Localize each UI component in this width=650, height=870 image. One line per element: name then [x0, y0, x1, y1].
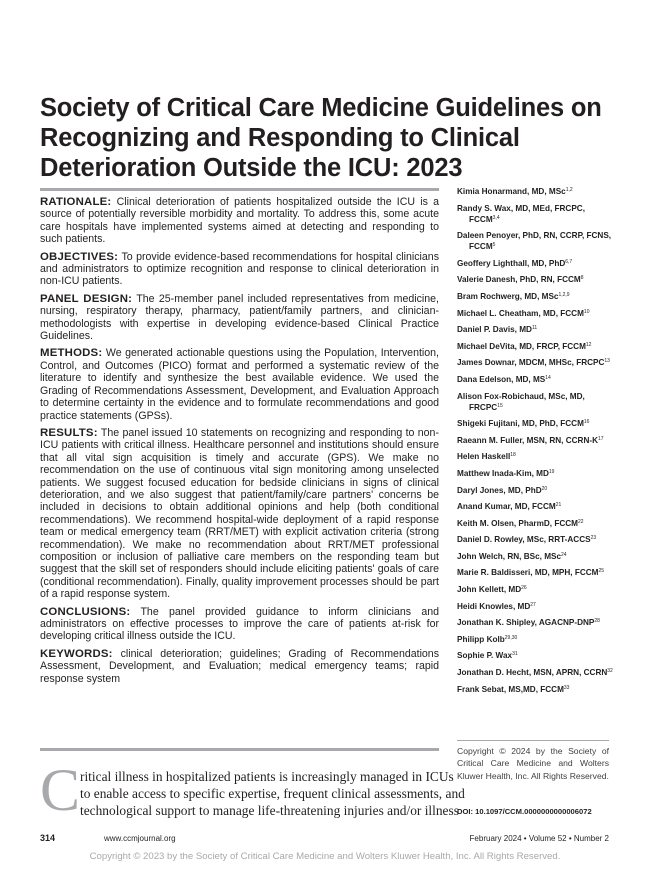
author-name: Frank Sebat, MS,MD, FCCM — [457, 684, 564, 694]
author-entry — [457, 435, 617, 446]
author-name: Geoffery Lighthall, MD, PhD — [457, 258, 566, 268]
author-name: Valerie Danesh, PhD, RN, FCCM — [457, 275, 581, 285]
body-line: ritical illness in hospitalized patients is increasingly managed in ICUs — [80, 769, 454, 784]
author-entry — [457, 468, 617, 479]
author-name: John Kellett, MD — [457, 585, 522, 595]
author-entry — [457, 501, 617, 512]
author-name: Keith M. Olsen, PharmD, FCCM — [457, 518, 579, 528]
footer-copyright: Copyright © 2023 by the Society of Critical Care Medicine and Wolters Kluwer Health, Inc. All Rights Reserved. — [89, 851, 561, 862]
abstract-keywords: KEYWORDS: clinical deterioration; guidelines; Grading of Recommendations Assessment, Development, and Evaluation; medical emergency teams; rapid response system — [40, 647, 440, 685]
author-affiliation: 29,30 — [504, 634, 518, 641]
author-affiliation: 22 — [578, 518, 584, 525]
author-name: Dana Edelson, MD, MS — [457, 374, 546, 384]
body-line: technological support to manage life-threatening injuries and/or illness — [80, 803, 459, 818]
journal-url[interactable]: www.ccmjournal.org — [104, 834, 176, 843]
author-affiliation: 6,7 — [565, 258, 573, 265]
issue-info: February 2024 • Volume 52 • Number 2 — [469, 834, 609, 843]
author-affiliation: 11 — [531, 325, 538, 332]
author-entry — [457, 551, 617, 562]
author-affiliation: 28 — [594, 618, 600, 625]
author-affiliation: 33 — [563, 684, 570, 691]
author-name: Daryl Jones, MD, PhD — [457, 485, 542, 495]
author-name: Daniel P. Davis, MD — [457, 325, 532, 335]
author-entry — [457, 374, 617, 385]
author-entry — [457, 203, 617, 225]
abstract-conclusions: CONCLUSIONS: The panel provided guidance to inform clinicians and administrators on effective processes to improve the care of patients at-risk for developing critical illness outside the ICU. — [40, 605, 439, 643]
author-entry — [457, 341, 617, 352]
author-entry — [457, 308, 617, 319]
author-affiliation: 1,2,9 — [558, 291, 570, 298]
author-name: Heidi Knowles, MD — [457, 601, 531, 611]
author-affiliation: 24 — [561, 551, 567, 558]
author-entry — [457, 230, 617, 252]
abstract-methods: METHODS: We generated actionable questions using the Population, Intervention, Control, and Outcomes (PICO) format and performed a systematic review of the literature to identify and synthesize the best available evidence. We used the Grading of Recommendations Assessment, Development, and Evaluation Approach to determine certainty in the evidence and to formulate recommendations and good practice statements (GPSs). — [40, 347, 439, 422]
abstract-bottom-rule — [40, 748, 439, 751]
author-affiliation: 17 — [598, 435, 604, 442]
abstract-results: RESULTS: The panel issued 10 statements on recognizing and responding to non-ICU patients with critical illness. Healthcare personnel and institutions should ensure that all vital sign acquisition is timely and accurate (GPS). We make no recommendation on the use of continuous vital sign monitoring among unselected patients. We suggest focused education for bedside clinicians in signs of clinical deterioration, and we also suggest that patient/family/care partners' concerns be included in decisions to obtain additional opinions and help (both conditional recommendations). We recommend hospital-wide deployment of a rapid response team or medical emergency team (RRT/MET) with explicit activation criteria (strong recommendation). We make no recommendation about RRT/MET professional composition or inclusion of palliative care members on the responding team but suggest that the skill set of responders should include eliciting patients' goals of care (conditional recommendation). Finally, quality improvement processes should be part of a rapid response system. — [40, 426, 439, 601]
author-entry — [457, 451, 617, 462]
author-affiliation: 8 — [580, 275, 584, 282]
author-entry — [457, 518, 617, 529]
author-entry — [457, 391, 617, 413]
author-affiliation: 21 — [555, 502, 562, 509]
author-entry — [457, 258, 617, 269]
author-affiliation: 14 — [545, 374, 551, 381]
author-entry — [457, 418, 617, 429]
author-affiliation: 10 — [583, 308, 590, 315]
author-name: Alison Fox-Robichaud, MSc, MD, FRCPC — [457, 391, 585, 412]
author-affiliation: 31 — [512, 651, 518, 658]
author-affiliation: 3,4 — [492, 214, 500, 221]
abstract-objectives: OBJECTIVES: To provide evidence-based recommendations for hospital clinicians and administrators to optimize recognition and response to clinical deterioration in non-ICU patients. — [40, 250, 439, 288]
author-entry — [457, 684, 617, 695]
author-entry — [457, 634, 617, 645]
author-name: Helen Haskell — [457, 452, 511, 462]
author-affiliation: 16 — [583, 419, 590, 426]
author-entry — [457, 534, 617, 545]
drop-cap: C — [40, 757, 81, 823]
author-name: James Downar, MDCM, MHSc, FRCPC — [457, 358, 605, 368]
author-name: Marie R. Baldisseri, MD, MPH, FCCM — [457, 568, 599, 578]
article-title: Society of Critical Care Medicine Guidelines on Recognizing and Responding to Clinical Deterioration Outside the ICU: 2023 — [40, 94, 602, 182]
abstract-panel-design: PANEL DESIGN: The 25-member panel included representatives from medicine, nursing, respiratory therapy, pharmacy, patient/family partners, and clinician-methodologists with expertise in developing evidence-based Clinical Practice Guidelines. — [40, 292, 439, 343]
author-name: John Welch, RN, BSc, MSc — [457, 551, 562, 561]
author-name: Bram Rochwerg, MD, MSc — [457, 291, 559, 301]
author-name: Kimia Honarmand, MD, MSc — [457, 187, 566, 196]
author-entry — [457, 274, 617, 285]
abstract-top-rule — [40, 188, 439, 191]
author-entry — [457, 357, 617, 368]
author-name: Raeann M. Fuller, MSN, RN, CCRN-K — [457, 435, 599, 445]
author-entry — [457, 186, 617, 197]
author-affiliation: 20 — [541, 485, 548, 492]
author-affiliation: 32 — [607, 668, 613, 675]
body-line: to enable access to specific expertise, frequent clinical assessments, and — [80, 786, 465, 801]
author-affiliation: 23 — [590, 535, 597, 542]
author-affiliation: 26 — [521, 585, 527, 592]
author-list — [457, 186, 617, 700]
body-text — [80, 768, 465, 819]
author-entry — [457, 650, 617, 661]
author-affiliation: 13 — [604, 358, 610, 365]
author-name: Jonathan D. Hecht, MSN, APRN, CCRN — [457, 668, 608, 678]
author-affiliation: 12 — [585, 341, 592, 348]
author-affiliation: 5 — [492, 242, 496, 249]
author-entry — [457, 601, 617, 612]
author-name: Michael L. Cheatham, MD, FCCM — [457, 308, 584, 318]
author-name: Matthew Inada-Kim, MD — [457, 468, 549, 478]
author-entry — [457, 324, 617, 335]
author-affiliation: 18 — [510, 452, 516, 459]
author-affiliation: 19 — [548, 468, 555, 475]
copyright-notice: Copyright © 2024 by the Society of Critical Care Medicine and Wolters Kluwer Health, Inc. All Rights Reserved. — [457, 740, 609, 782]
author-entry — [457, 617, 617, 628]
author-affiliation: 1,2 — [565, 187, 573, 193]
author-name: Philipp Kolb — [457, 634, 505, 644]
author-name: Michael DeVita, MD, FRCP, FCCM — [457, 341, 586, 351]
author-entry — [457, 485, 617, 496]
author-name: Randy S. Wax, MD, MEd, FRCPC, FCCM — [457, 203, 585, 224]
author-entry — [457, 291, 617, 302]
author-affiliation: 15 — [497, 402, 503, 409]
doi[interactable]: DOI: 10.1097/CCM.0000000000006072 — [457, 807, 592, 816]
abstract-rationale: RATIONALE: Clinical deterioration of patients hospitalized outside the ICU is a source of potentially reversible morbidity and mortality. To address this, some acute care hospitals have implemented systems aimed at detecting and responding to such patients. — [40, 196, 439, 246]
author-entry — [457, 584, 617, 595]
author-name: Daniel D. Rowley, MSc, RRT-ACCS — [457, 535, 591, 545]
author-name: Sophie P. Wax — [457, 651, 513, 661]
author-affiliation: 25 — [598, 568, 605, 575]
page-number: 314 — [40, 833, 56, 843]
author-name: Jonathan K. Shipley, AGACNP-DNP — [457, 618, 595, 628]
author-entry — [457, 567, 617, 578]
abstract — [40, 196, 439, 690]
author-affiliation: 27 — [530, 601, 536, 608]
author-name: Shigeki Fujitani, MD, PhD, FCCM — [457, 419, 584, 429]
author-name: Daleen Penoyer, PhD, RN, CCRP, FCNS, FCCM — [457, 231, 612, 252]
author-name: Anand Kumar, MD, FCCM — [457, 502, 556, 512]
author-entry — [457, 667, 617, 678]
